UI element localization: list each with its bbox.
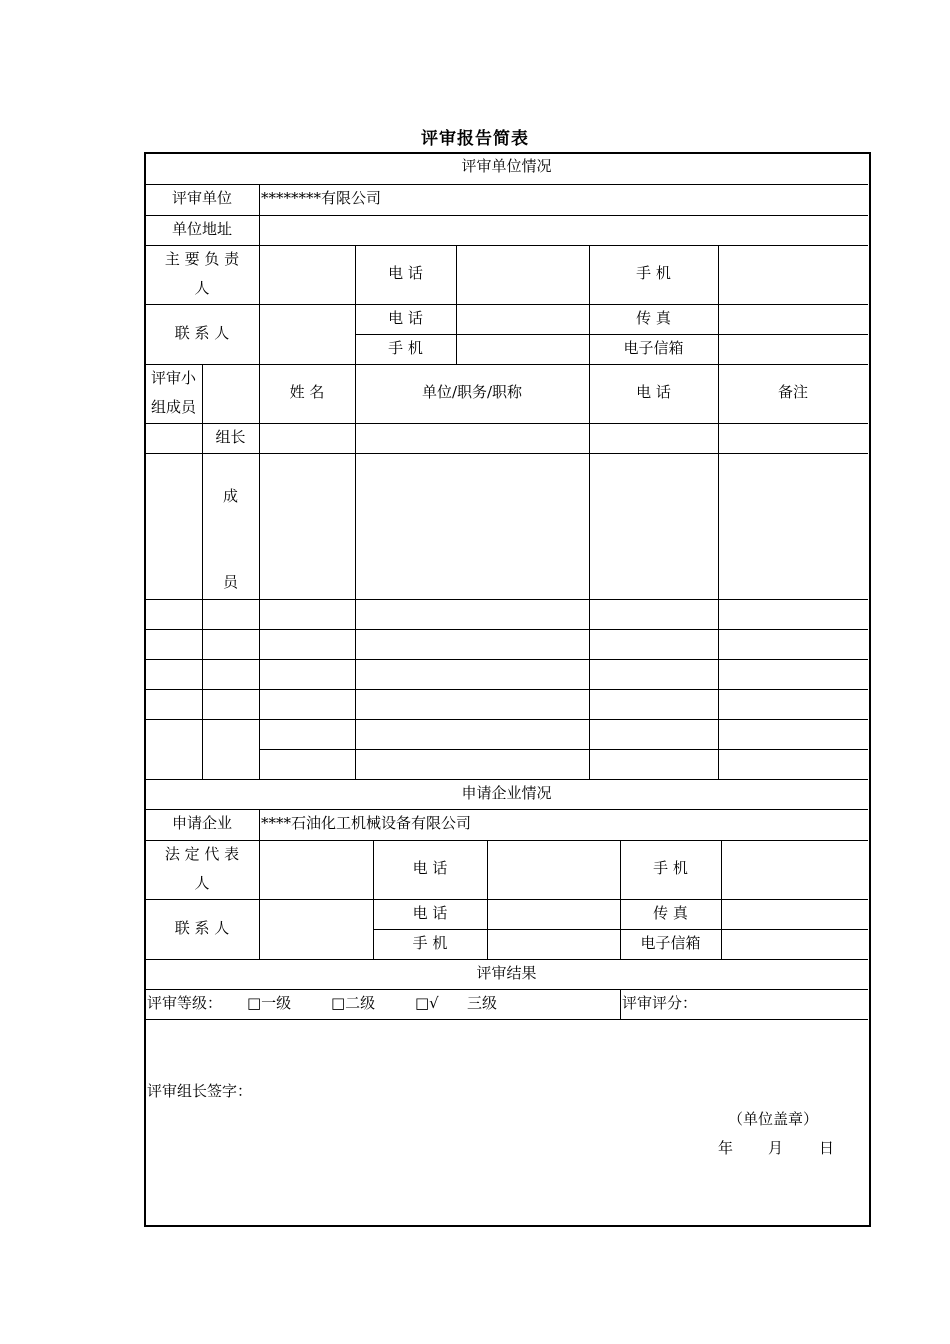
column-divider bbox=[718, 364, 719, 779]
row-divider bbox=[145, 215, 868, 216]
label-team-member-line1: 成 bbox=[222, 487, 238, 505]
label-principal-phone: 电 话 bbox=[388, 264, 423, 282]
label-contact-phone: 电 话 bbox=[388, 309, 423, 327]
row-divider bbox=[145, 453, 868, 454]
page-title: 评审报告简表 bbox=[421, 129, 529, 149]
column-divider bbox=[355, 364, 356, 779]
col-header-phone: 电 话 bbox=[636, 383, 671, 401]
row-divider bbox=[145, 304, 868, 305]
section-header-review-unit: 评审单位情况 bbox=[461, 157, 552, 175]
label-review-score: 评审评分： bbox=[622, 994, 698, 1012]
label-review-team-line2: 组成员 bbox=[150, 398, 196, 416]
unit-seal-note: （单位盖章） bbox=[728, 1110, 819, 1128]
column-divider bbox=[721, 840, 722, 959]
label-applicant-company: 申请企业 bbox=[171, 814, 232, 832]
row-divider bbox=[145, 629, 868, 630]
label-applicant-contact-mobile: 手 机 bbox=[412, 934, 448, 952]
row-divider bbox=[145, 719, 868, 720]
grade-option-level-1[interactable]: □一级 bbox=[247, 994, 292, 1012]
label-unit-address: 单位地址 bbox=[171, 220, 232, 238]
label-principal-line2: 人 bbox=[194, 279, 210, 297]
section-header-result: 评审结果 bbox=[476, 964, 537, 982]
label-contact-fax: 传 真 bbox=[636, 309, 671, 327]
label-principal-mobile: 手 机 bbox=[636, 264, 671, 282]
col-header-unit-title: 单位/职务/职称 bbox=[421, 383, 523, 401]
grade-option-level-3-checkbox[interactable]: □√ bbox=[415, 994, 439, 1012]
label-applicant-contact-fax: 传 真 bbox=[653, 904, 688, 922]
row-divider bbox=[355, 334, 868, 335]
row-divider bbox=[145, 599, 868, 600]
row-divider bbox=[145, 809, 868, 810]
label-legal-rep-phone: 电 话 bbox=[412, 859, 448, 877]
label-unit-contact: 联 系 人 bbox=[174, 324, 230, 342]
row-divider bbox=[145, 659, 868, 660]
label-team-leader: 组长 bbox=[215, 428, 246, 446]
row-divider bbox=[145, 1019, 868, 1020]
row-divider bbox=[259, 749, 868, 750]
label-applicant-contact-phone: 电 话 bbox=[412, 904, 448, 922]
row-divider bbox=[145, 245, 868, 246]
label-leader-signature: 评审组长签字： bbox=[147, 1082, 253, 1100]
label-applicant-contact: 联 系 人 bbox=[174, 919, 230, 937]
column-divider bbox=[487, 840, 488, 959]
date-year: 年 bbox=[718, 1139, 734, 1157]
section-header-applicant: 申请企业情况 bbox=[461, 784, 552, 802]
col-header-note: 备注 bbox=[777, 383, 808, 401]
label-contact-email: 电子信箱 bbox=[623, 339, 684, 357]
row-divider bbox=[145, 899, 868, 900]
column-divider bbox=[718, 245, 719, 364]
grade-option-level-2[interactable]: □二级 bbox=[331, 994, 376, 1012]
label-review-team-line1: 评审小 bbox=[150, 369, 196, 387]
date-day: 日 bbox=[819, 1139, 835, 1157]
row-divider bbox=[145, 364, 868, 365]
row-divider bbox=[145, 423, 868, 424]
row-divider bbox=[145, 184, 868, 185]
label-review-grade: 评审等级： bbox=[147, 994, 223, 1012]
row-divider bbox=[145, 840, 868, 841]
value-applicant-company: ****石油化工机械设备有限公司 bbox=[261, 814, 472, 832]
row-divider bbox=[145, 689, 868, 690]
column-divider bbox=[259, 184, 260, 364]
row-divider bbox=[145, 779, 868, 780]
column-divider bbox=[456, 245, 457, 364]
row-divider bbox=[145, 959, 868, 960]
column-divider bbox=[259, 364, 260, 779]
col-header-name: 姓 名 bbox=[289, 383, 325, 401]
label-contact-mobile: 手 机 bbox=[388, 339, 423, 357]
label-team-member-line2: 员 bbox=[222, 573, 238, 591]
grade-option-level-3-label: 三级 bbox=[467, 994, 498, 1012]
value-review-unit: ********有限公司 bbox=[261, 189, 382, 207]
column-divider bbox=[259, 809, 260, 959]
column-divider bbox=[620, 989, 621, 1019]
label-review-unit: 评审单位 bbox=[171, 189, 232, 207]
date-month: 月 bbox=[768, 1139, 784, 1157]
label-principal-line1: 主 要 负 责 bbox=[164, 250, 240, 268]
column-divider bbox=[589, 364, 590, 779]
row-divider bbox=[145, 989, 868, 990]
label-legal-rep-line1: 法 定 代 表 bbox=[164, 845, 240, 863]
label-legal-rep-line2: 人 bbox=[194, 874, 210, 892]
label-legal-rep-mobile: 手 机 bbox=[653, 859, 688, 877]
label-applicant-contact-email: 电子信箱 bbox=[640, 934, 701, 952]
